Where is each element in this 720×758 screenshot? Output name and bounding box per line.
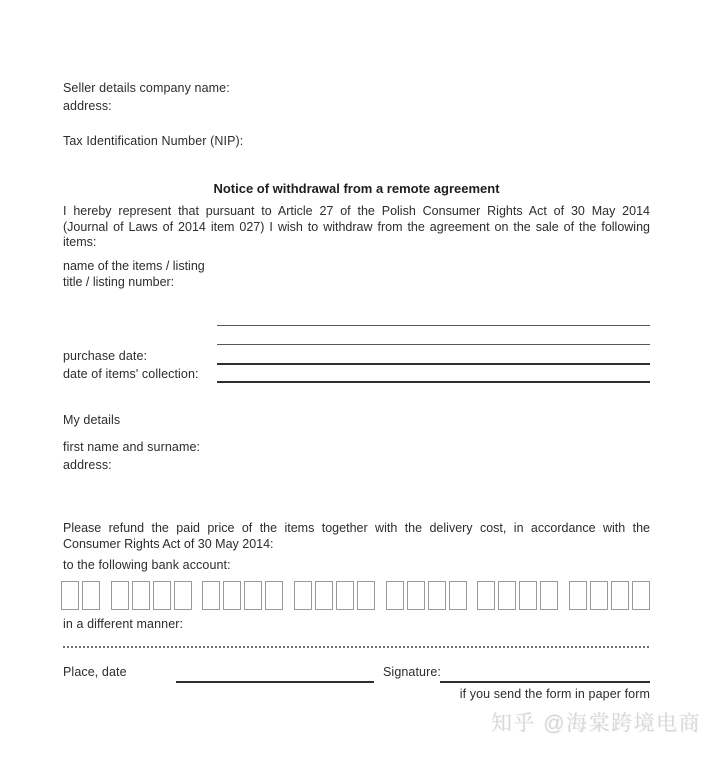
bank-account-box[interactable] <box>357 581 375 610</box>
bank-account-label: to the following bank account: <box>63 558 231 572</box>
form-title: Notice of withdrawal from a remote agreement <box>213 181 500 196</box>
bank-account-box[interactable] <box>202 581 220 610</box>
bank-account-box-group <box>477 581 558 610</box>
different-manner-dotted-line[interactable] <box>63 646 649 648</box>
intro-line-2: (Journal of Laws of 2014 item 027) I wish to withdraw from the agreement on the sale of the following <box>63 219 650 234</box>
refund-line-1: Please refund the paid price of the items together with the delivery cost, in accordance with the <box>63 521 650 535</box>
bank-account-box[interactable] <box>632 581 650 610</box>
bank-account-box[interactable] <box>611 581 629 610</box>
collection-date-line[interactable] <box>217 381 650 383</box>
my-details-heading: My details <box>63 413 121 427</box>
intro-line-3: items: <box>63 235 97 249</box>
collection-date-label: date of items' collection: <box>63 367 199 381</box>
bank-account-box[interactable] <box>540 581 558 610</box>
place-date-label: Place, date <box>63 665 127 679</box>
my-address-label: address: <box>63 458 112 472</box>
bank-account-box[interactable] <box>132 581 150 610</box>
bank-account-box-group <box>111 581 192 610</box>
watermark: 知乎 @海棠跨境电商 <box>490 712 701 735</box>
bank-account-box[interactable] <box>82 581 100 610</box>
items-label <box>63 259 650 290</box>
items-label-line-2: title / listing number: <box>63 274 175 289</box>
bank-account-box[interactable] <box>174 581 192 610</box>
bank-account-box[interactable] <box>386 581 404 610</box>
bank-account-boxes <box>61 581 650 610</box>
refund-paragraph <box>63 521 650 552</box>
bank-account-box[interactable] <box>294 581 312 610</box>
bank-account-box-group <box>569 581 650 610</box>
bank-account-box[interactable] <box>336 581 354 610</box>
different-manner-label: in a different manner: <box>63 617 184 631</box>
bank-account-box[interactable] <box>519 581 537 610</box>
bank-account-box-group <box>294 581 375 610</box>
seller-address-label: address: <box>63 99 112 113</box>
refund-line-2: Consumer Rights Act of 30 May 2014: <box>63 536 274 551</box>
signature-note: if you send the form in paper form <box>459 687 650 701</box>
purchase-date-label: purchase date: <box>63 349 148 363</box>
bank-account-box[interactable] <box>569 581 587 610</box>
bank-account-box[interactable] <box>449 581 467 610</box>
bank-account-box[interactable] <box>498 581 516 610</box>
bank-account-box[interactable] <box>61 581 79 610</box>
items-write-line-2[interactable] <box>217 344 650 345</box>
signature-line[interactable] <box>440 681 650 683</box>
bank-account-box-group <box>386 581 467 610</box>
seller-company-name-label: Seller details company name: <box>63 81 230 95</box>
bank-account-box[interactable] <box>265 581 283 610</box>
items-label-line-1: name of the items / listing <box>63 259 205 273</box>
bank-account-box[interactable] <box>244 581 262 610</box>
bank-account-box[interactable] <box>111 581 129 610</box>
intro-paragraph <box>63 204 650 251</box>
bank-account-box[interactable] <box>315 581 333 610</box>
place-date-line[interactable] <box>176 681 374 683</box>
bank-account-box[interactable] <box>223 581 241 610</box>
bank-account-box[interactable] <box>407 581 425 610</box>
purchase-date-line[interactable] <box>217 363 650 365</box>
bank-account-box-group <box>202 581 283 610</box>
nip-label: Tax Identification Number (NIP): <box>63 134 244 148</box>
bank-account-box[interactable] <box>153 581 171 610</box>
bank-account-box[interactable] <box>590 581 608 610</box>
bank-account-box[interactable] <box>428 581 446 610</box>
bank-account-box[interactable] <box>477 581 495 610</box>
items-write-line-1[interactable] <box>217 325 650 326</box>
signature-label: Signature: <box>383 665 441 679</box>
bank-account-box-group <box>61 581 100 610</box>
first-name-surname-label: first name and surname: <box>63 440 201 454</box>
intro-line-1: I hereby represent that pursuant to Article 27 of the Polish Consumer Rights Act of 30 May 2014 <box>63 204 650 218</box>
